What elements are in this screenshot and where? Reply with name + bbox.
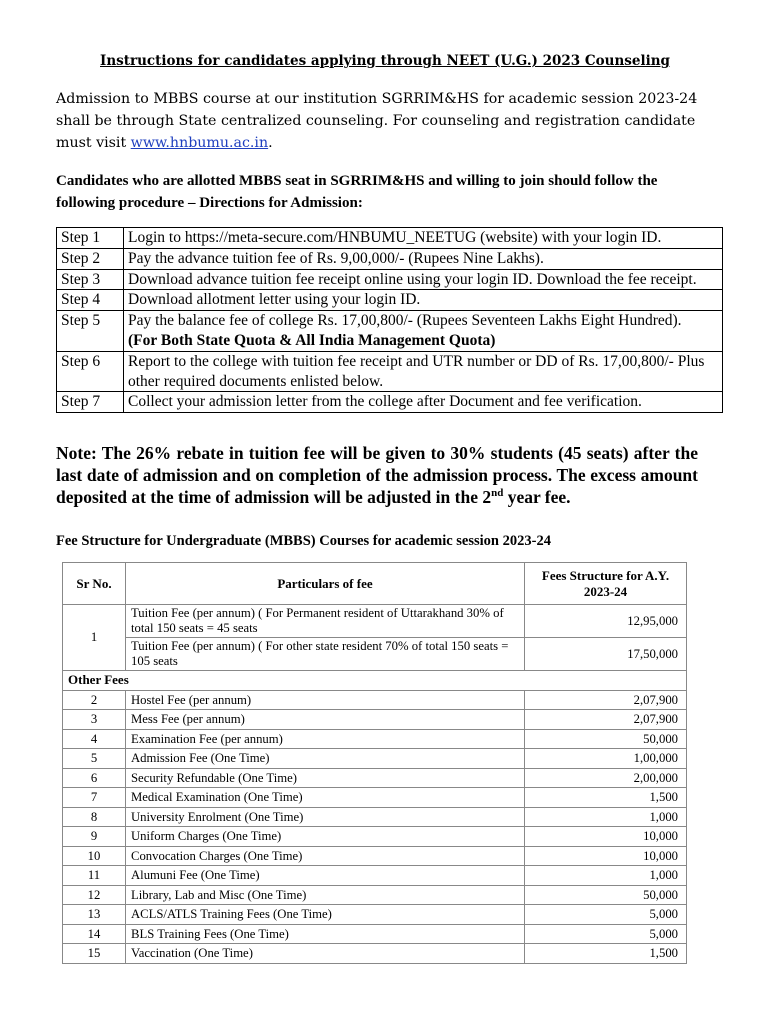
other-fees-label: Other Fees [63, 671, 687, 691]
fee-sr: 15 [63, 944, 126, 964]
rebate-note [56, 442, 698, 508]
step-label: Step 7 [57, 392, 124, 413]
fee-table [62, 562, 687, 964]
fee-amount: 1,500 [525, 944, 687, 964]
fee-particular: Hostel Fee (per annum) [126, 690, 525, 710]
fee-amount: 10,000 [525, 846, 687, 866]
fee-row [63, 827, 687, 847]
note-end: year fee. [503, 487, 571, 507]
fee-row [63, 768, 687, 788]
fee-particular: Library, Lab and Misc (One Time) [126, 885, 525, 905]
step-row [57, 351, 723, 392]
fee-amount: 1,000 [525, 866, 687, 886]
fee-particular: Uniform Charges (One Time) [126, 827, 525, 847]
intro-end: . [268, 135, 273, 151]
tuition-sr: 1 [63, 605, 126, 671]
fee-row [63, 905, 687, 925]
fee-particular: Convocation Charges (One Time) [126, 846, 525, 866]
steps-table [56, 227, 723, 413]
step-text: Pay the balance fee of college Rs. 17,00,800/- (Rupees Seventeen Lakhs Eight Hundred). [128, 312, 682, 330]
tuition-row [63, 605, 687, 638]
fee-row [63, 788, 687, 808]
fee-amount: 50,000 [525, 885, 687, 905]
fee-row [63, 710, 687, 730]
fee-sr: 4 [63, 729, 126, 749]
note-superscript: nd [491, 487, 504, 500]
tuition-row [63, 638, 687, 671]
fee-amount: 1,000 [525, 807, 687, 827]
fee-row [63, 846, 687, 866]
fee-sr: 10 [63, 846, 126, 866]
step-row [57, 248, 723, 269]
fee-amount: 50,000 [525, 729, 687, 749]
fee-amount: 2,07,900 [525, 690, 687, 710]
fee-particular: Examination Fee (per annum) [126, 729, 525, 749]
header-fee-structure: Fees Structure for A.Y. 2023-24 [525, 563, 687, 605]
fee-amount: 5,000 [525, 924, 687, 944]
step-row [57, 290, 723, 311]
fee-sr: 6 [63, 768, 126, 788]
step-text: Login to https://meta-secure.com/HNBUMU_NEETUG (website) with your login ID. [124, 228, 723, 249]
fee-particular: University Enrolment (One Time) [126, 807, 525, 827]
step-row [57, 311, 723, 352]
step-label: Step 6 [57, 351, 124, 392]
page-title: Instructions for candidates applying through NEET (U.G.) 2023 Counseling [100, 53, 670, 69]
fee-particular: Medical Examination (One Time) [126, 788, 525, 808]
fee-sr: 8 [63, 807, 126, 827]
tuition-particular: Tuition Fee (per annum) ( For other state resident 70% of total 150 seats = 105 seats [126, 638, 525, 671]
fee-amount: 10,000 [525, 827, 687, 847]
tuition-amount: 17,50,000 [525, 638, 687, 671]
fee-particular: BLS Training Fees (One Time) [126, 924, 525, 944]
intro-paragraph [56, 88, 716, 154]
fee-particular: ACLS/ATLS Training Fees (One Time) [126, 905, 525, 925]
fee-sr: 11 [63, 866, 126, 886]
step-label: Step 4 [57, 290, 124, 311]
step-text: Download advance tuition fee receipt online using your login ID. Download the fee receipt. [124, 269, 723, 290]
fee-row [63, 749, 687, 769]
fee-sr: 5 [63, 749, 126, 769]
fee-particular: Alumuni Fee (One Time) [126, 866, 525, 886]
step-text: Collect your admission letter from the college after Document and fee verification. [124, 392, 723, 413]
fee-particular: Mess Fee (per annum) [126, 710, 525, 730]
step-row [57, 228, 723, 249]
fee-particular: Admission Fee (One Time) [126, 749, 525, 769]
step-text: Download allotment letter using your login ID. [124, 290, 723, 311]
fee-sr: 13 [63, 905, 126, 925]
fee-particular: Security Refundable (One Time) [126, 768, 525, 788]
fee-sr: 3 [63, 710, 126, 730]
fee-sr: 2 [63, 690, 126, 710]
step-row [57, 392, 723, 413]
fee-amount: 2,07,900 [525, 710, 687, 730]
step-label: Step 1 [57, 228, 124, 249]
fee-amount: 1,500 [525, 788, 687, 808]
fee-header-row [63, 563, 687, 605]
fee-sr: 14 [63, 924, 126, 944]
step-cell [124, 311, 723, 352]
fee-particular: Vaccination (One Time) [126, 944, 525, 964]
step-text: Pay the advance tuition fee of Rs. 9,00,000/- (Rupees Nine Lakhs). [124, 248, 723, 269]
fee-row [63, 690, 687, 710]
fee-row [63, 885, 687, 905]
fee-amount: 5,000 [525, 905, 687, 925]
fee-row [63, 944, 687, 964]
other-fees-row [63, 671, 687, 691]
step-text: Report to the college with tuition fee receipt and UTR number or DD of Rs. 17,00,800/- Plus other required documents enlisted below. [124, 351, 723, 392]
fee-sr: 7 [63, 788, 126, 808]
step-label: Step 3 [57, 269, 124, 290]
intro-text: Admission to MBBS course at our institution SGRRIM&HS for academic session 2023-24 shall be through State centralized counseling. For counseling and registration candidate must visit [56, 91, 698, 151]
fee-structure-heading: Fee Structure for Undergraduate (MBBS) Courses for academic session 2023-24 [56, 533, 551, 549]
tuition-amount: 12,95,000 [525, 605, 687, 638]
tuition-particular: Tuition Fee (per annum) ( For Permanent resident of Uttarakhand 30% of total 150 seats = 45 seats [126, 605, 525, 638]
fee-sr: 9 [63, 827, 126, 847]
header-sr-no: Sr No. [63, 563, 126, 605]
note-text: Note: The 26% rebate in tuition fee will be given to 30% students (45 seats) after the last date of admission and on completion of the admission process. The excess amount deposited at the time of admission will be adjusted in the 2 [56, 443, 698, 507]
allotment-heading: Candidates who are allotted MBBS seat in SGRRIM&HS and willing to join should follow the following procedure – Directions for Admission: [56, 173, 658, 211]
fee-row [63, 729, 687, 749]
step-label: Step 5 [57, 311, 124, 352]
fee-amount: 1,00,000 [525, 749, 687, 769]
step-row [57, 269, 723, 290]
step-quota-note: (For Both State Quota & All India Management Quota) [128, 331, 496, 349]
fee-sr: 12 [63, 885, 126, 905]
website-link[interactable]: www.hnbumu.ac.in [130, 135, 269, 151]
fee-row [63, 807, 687, 827]
fee-row [63, 866, 687, 886]
fee-row [63, 924, 687, 944]
fee-amount: 2,00,000 [525, 768, 687, 788]
step-label: Step 2 [57, 248, 124, 269]
header-particulars: Particulars of fee [126, 563, 525, 605]
